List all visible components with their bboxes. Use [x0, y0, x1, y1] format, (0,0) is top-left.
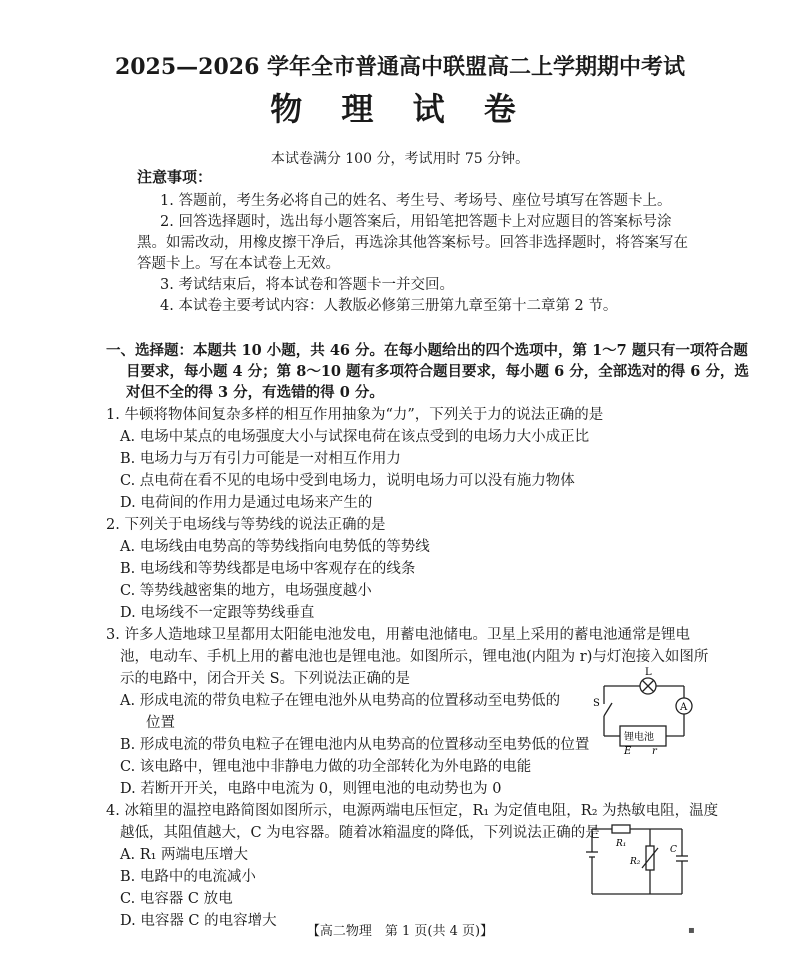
exam-subject: 物 理 试 卷: [270, 90, 530, 128]
notice-heading: 注意事项：: [137, 168, 213, 186]
question-3-circuit-diagram: [590, 656, 700, 756]
battery-label: 锂电池: [624, 732, 654, 743]
question-4-option-a: A. R₁ 两端电压增大: [120, 847, 249, 863]
notice-line: 2. 回答选择题时，选出每小题答案后，用铅笔把答题卡上对应题目的答案标号涂: [160, 214, 672, 230]
question-3-stem: 3. 许多人造地球卫星都用太阳能电池发电，用蓄电池储电。卫星上采用的蓄电池通常是锂电: [106, 627, 690, 643]
notice-line: 答题卡上。写在本试卷上无效。: [137, 256, 340, 272]
question-2-option-d: D. 电场线不一定跟等势线垂直: [120, 605, 315, 621]
corner-mark: ▪: [688, 925, 695, 936]
question-4-circuit-diagram: [582, 824, 692, 904]
switch-label: S: [593, 698, 600, 709]
r1-label: R₁: [616, 839, 627, 849]
question-3-option-b: B. 形成电流的带负电粒子在锂电池内从电势高的位置移动至电势低的位置: [120, 737, 590, 753]
page-footer: 【高二物理 第 1 页(共 4 页)】: [306, 924, 494, 939]
question-1-option-a: A. 电场中某点的电场强度大小与试探电荷在该点受到的电场力大小成正比: [120, 429, 590, 445]
question-1-stem: 1. 牛顿将物体间复杂多样的相互作用抽象为“力”，下列关于力的说法正确的是: [106, 407, 604, 423]
question-4-stem-line: 越低，其阻值越大，C 为电容器。随着冰箱温度的降低，下列说法正确的是: [120, 825, 600, 841]
question-3-stem-line: 示的电路中，闭合开关 S。下列说法正确的是: [120, 671, 411, 687]
section-heading-line: 对但不全的得 3 分，有选错的得 0 分。: [126, 384, 384, 401]
notice-line: 1. 答题前，考生务必将自己的姓名、考生号、考场号、座位号填写在答题卡上。: [160, 193, 672, 209]
question-4-option-d: D. 电容器 C 的电容增大: [120, 913, 277, 929]
exam-title: 2025—2026 学年全市普通高中联盟高二上学期期中考试: [114, 54, 686, 80]
question-4-option-b: B. 电路中的电流减小: [120, 869, 256, 885]
emf-label: E: [624, 746, 632, 756]
resistance-label: r: [652, 746, 657, 756]
question-3-option-c: C. 该电路中，锂电池中非静电力做的功全部转化为外电路的电能: [120, 759, 532, 775]
question-2-option-c: C. 等势线越密集的地方，电场强度越小: [120, 583, 372, 599]
question-2-option-a: A. 电场线由电势高的等势线指向电势低的等势线: [120, 539, 430, 555]
question-3-option-a-cont: 位置: [146, 715, 175, 731]
r2-label: R₂: [630, 857, 641, 867]
question-1-option-b: B. 电场力与万有引力可能是一对相互作用力: [120, 451, 401, 467]
question-3-stem-line: 池，电动车、手机上用的蓄电池也是锂电池。如图所示，锂电池(内阻为 r)与灯泡接入如图所: [120, 649, 709, 665]
question-2-stem: 2. 下列关于电场线与等势线的说法正确的是: [106, 517, 386, 533]
notice-line: 黑。如需改动，用橡皮擦干净后，再选涂其他答案标号。回答非选择题时，将答案写在: [137, 235, 688, 251]
question-2-option-b: B. 电场线和等势线都是电场中客观存在的线条: [120, 561, 416, 577]
exam-note: 本试卷满分 100 分，考试用时 75 分钟。: [270, 151, 530, 167]
section-heading-line: 目要求，每小题 4 分；第 8～10 题有多项符合题目要求，每小题 6 分，全部选对的得 6 分，选: [126, 363, 749, 380]
notice-line: 3. 考试结束后，将本试卷和答题卡一并交回。: [160, 277, 454, 293]
question-3-option-a: A. 形成电流的带负电粒子在锂电池外从电势高的位置移动至电势低的: [120, 693, 561, 709]
lamp-label: L: [645, 667, 652, 678]
question-1-option-d: D. 电荷间的作用力是通过电场来产生的: [120, 495, 373, 511]
ammeter-label: A: [680, 702, 688, 713]
notice-line: 4. 本试卷主要考试内容：人教版必修第三册第九章至第十二章第 2 节。: [160, 298, 618, 314]
question-4-option-c: C. 电容器 C 放电: [120, 891, 233, 907]
question-4-stem: 4. 冰箱里的温控电路简图如图所示，电源两端电压恒定，R₁ 为定值电阻，R₂ 为热敏电阻，温度: [106, 803, 719, 819]
question-3-option-d: D. 若断开开关，电路中电流为 0，则锂电池的电动势也为 0: [120, 781, 502, 797]
section-heading: 一、选择题：本题共 10 小题，共 46 分。在每小题给出的四个选项中，第 1～7 题只有一项符合题: [106, 342, 748, 359]
question-1-option-c: C. 点电荷在看不见的电场中受到电场力，说明电场力可以没有施力物体: [120, 473, 575, 489]
capacitor-label: C: [670, 845, 677, 855]
